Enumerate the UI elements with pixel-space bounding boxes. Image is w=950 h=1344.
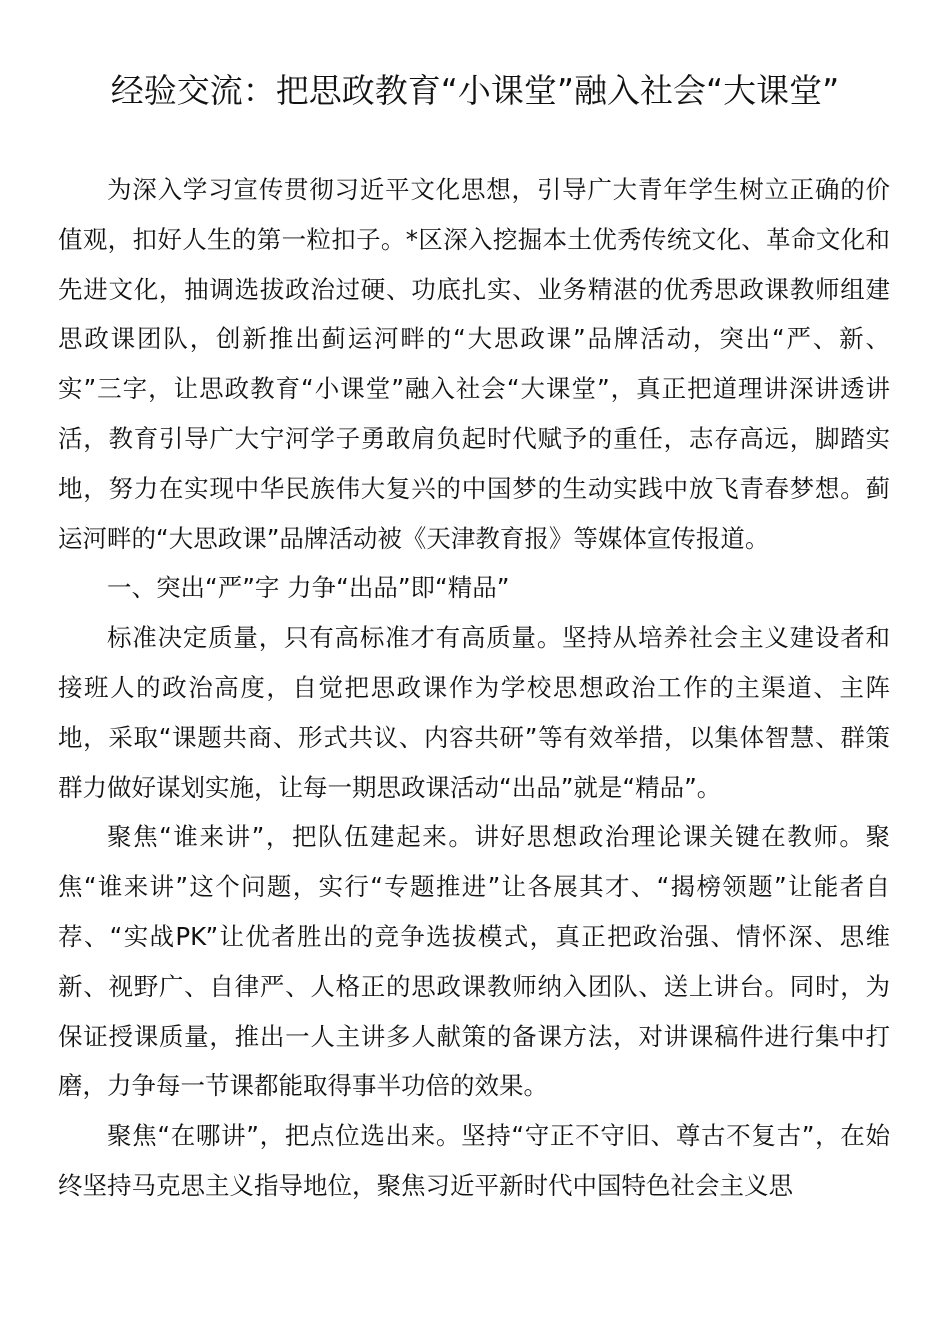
intro-paragraph: 为深入学习宣传贯彻习近平文化思想，引导广大青年学生树立正确的价值观，扣好人生的第一粒扣子。*区深入挖掘本土优秀传统文化、革命文化和先进文化，抽调选拔政治过硬、功底扎实、业务精湛的优秀思政课教师组建思政课团队，创新推出蓟运河畔的“大思政课”品牌活动，突出“严、新、实”三字，让思政教育“小课堂”融入社会“大课堂”，真正把道理讲深讲透讲活，教育引导广大宁河学子勇敢肩负起时代赋予的重任，志存高远，脚踏实地，努力在实现中华民族伟大复兴的中国梦的生动实践中放飞青春梦想。蓟运河畔的“大思政课”品牌活动被《天津教育报》等媒体宣传报道。	[58, 175, 890, 553]
section-1-paragraph-2: 聚焦“谁来讲”，把队伍建起来。讲好思想政治理论课关键在教师。聚焦“谁来讲”这个问题，实行“专题推进”让各展其才、“揭榜领题”让能者自荐、“实战PK”让优者胜出的竞争选拔模式，真正把政治强、情怀深、思维新、视野广、自律严、人格正的思政课教师纳入团队、送上讲台。同时，为保证授课质量，推出一人主讲多人献策的备课方法，对讲课稿件进行集中打磨，力争每一节课都能取得事半功倍的效果。	[58, 822, 890, 1101]
section-heading-1: 一、突出“严”字 力争“出品”即“精品”	[107, 573, 510, 603]
document-body	[58, 165, 890, 1211]
document-title: 经验交流：把思政教育“小课堂”融入社会“大课堂”	[110, 71, 840, 110]
section-1-paragraph-3: 聚焦“在哪讲”，把点位选出来。坚持“守正不守旧、尊古不复古”，在始终坚持马克思主义指导地位，聚焦习近平新时代中国特色社会主义思	[58, 1121, 890, 1200]
section-1-paragraph-1: 标准决定质量，只有高标准才有高质量。坚持从培养社会主义建设者和接班人的政治高度，自觉把思政课作为学校思想政治工作的主渠道、主阵地，采取“课题共商、形式共议、内容共研”等有效举措，以集体智慧、群策群力做好谋划实施，让每一期思政课活动“出品”就是“精品”。	[58, 623, 890, 802]
